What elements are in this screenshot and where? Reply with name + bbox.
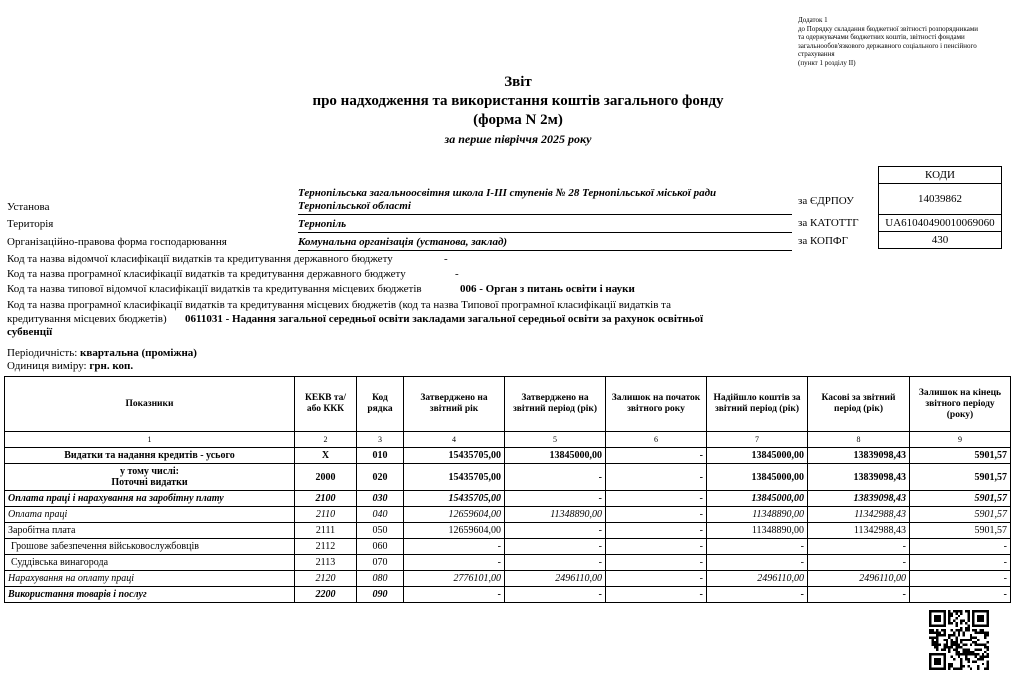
table-cell: 2120	[295, 571, 357, 587]
periodicity-value: квартальна (проміжна)	[80, 347, 197, 359]
table-cell: 13839098,43	[808, 448, 910, 464]
table-cell: Оплата праці і нарахування на заробітну плату	[5, 491, 295, 507]
table-cell: -	[808, 555, 910, 571]
table-cell: 12659604,00	[404, 523, 505, 539]
table-cell: 2112	[295, 539, 357, 555]
table-cell: -	[606, 448, 707, 464]
table-row	[5, 555, 1011, 571]
table-body	[5, 448, 1011, 603]
table-cell: 12659604,00	[404, 507, 505, 523]
territory-label: Територія	[7, 218, 54, 230]
col-number: 1	[5, 432, 295, 448]
periodicity-label: Періодичність:	[7, 347, 78, 359]
form-appendix-note	[798, 16, 1030, 68]
org-form-underline	[298, 250, 792, 251]
table-cell: -	[606, 464, 707, 491]
report-subtitle: про надходження та використання коштів загального фонду	[312, 93, 724, 109]
col-header: Затверджено на звітний рік	[404, 377, 505, 432]
institution-name-line1: Тернопільська загальноосвітня школа І-ІІІ ступенів № 28 Тернопільської міської ради	[298, 187, 717, 199]
table-cell: -	[505, 587, 606, 603]
table-cell: 040	[357, 507, 404, 523]
table-cell: -	[606, 523, 707, 539]
note-line: та одержувачами бюджетних коштів, звітності фондами	[798, 33, 965, 42]
institution-name-line2: Тернопільської області	[298, 200, 411, 212]
table-cell: -	[808, 587, 910, 603]
table-cell: -	[910, 555, 1011, 571]
prog-code-label: Код та назва програмної класифікації видатків та кредитування державного бюджету	[7, 268, 406, 280]
table-cell: 13845000,00	[505, 448, 606, 464]
table-cell: 2200	[295, 587, 357, 603]
table-cell: 11348890,00	[505, 507, 606, 523]
periodicity-row	[7, 347, 197, 360]
local-prog-value-line1: 0611031 - Надання загальної середньої освіти закладами загальної середньої освіти за рахунок освітньої	[185, 313, 704, 325]
table-cell: -	[606, 587, 707, 603]
table-cell: 2100	[295, 491, 357, 507]
table-cell: 13845000,00	[707, 464, 808, 491]
table-cell: 11342988,43	[808, 507, 910, 523]
table-cell: 15435705,00	[404, 448, 505, 464]
table-cell: 13839098,43	[808, 464, 910, 491]
institution-label: Установа	[7, 201, 50, 213]
table-cell: -	[404, 555, 505, 571]
col-number: 2	[295, 432, 357, 448]
kopfg-code: 430	[879, 232, 1002, 249]
dept-code-label: Код та назва відомчої класифікації видатків та кредитування державного бюджету	[7, 253, 393, 265]
table-cell: Нарахування на оплату праці	[5, 571, 295, 587]
unit-label: Одиниця виміру:	[7, 360, 87, 372]
table-cell: 5901,57	[910, 448, 1011, 464]
table-cell: 11348890,00	[707, 507, 808, 523]
table-cell: Видатки та надання кредитів - усього	[5, 448, 295, 464]
table-cell: 5901,57	[910, 464, 1011, 491]
edrpou-code: 14039862	[879, 184, 1002, 215]
kopfg-label: за КОПФГ	[798, 235, 848, 247]
table-cell: 15435705,00	[404, 491, 505, 507]
territory-value: Тернопіль	[298, 218, 347, 230]
table-cell: 2496110,00	[505, 571, 606, 587]
col-header: Надійшло коштів за звітний період (рік)	[707, 377, 808, 432]
table-cell: -	[505, 491, 606, 507]
typ-code-label: Код та назва типової відомчої класифікації видатків та кредитування місцевих бюджетів	[7, 283, 422, 295]
table-row	[5, 539, 1011, 555]
table-cell: 2496110,00	[808, 571, 910, 587]
table-row	[5, 464, 1011, 491]
unit-row	[7, 360, 133, 373]
katottg-code: UA61040490010069060	[879, 215, 1002, 232]
table-cell: 030	[357, 491, 404, 507]
table-cell: 5901,57	[910, 491, 1011, 507]
report-period: за перше півріччя 2025 року	[444, 132, 592, 146]
table-cell: 15435705,00	[404, 464, 505, 491]
table-cell: -	[808, 539, 910, 555]
table-cell: 5901,57	[910, 507, 1011, 523]
table-cell: у тому числі: Поточні видатки	[5, 464, 295, 491]
table-cell: 090	[357, 587, 404, 603]
note-line: (пункт 1 розділу ІІ)	[798, 58, 856, 67]
table-cell: -	[606, 571, 707, 587]
table-cell: X	[295, 448, 357, 464]
territory-underline	[298, 232, 792, 233]
col-header: Залишок на кінець звітного періоду (року)	[910, 377, 1011, 432]
col-header: Показники	[5, 377, 295, 432]
institution-underline	[298, 214, 792, 215]
table-cell: Оплата праці	[5, 507, 295, 523]
table-row	[5, 523, 1011, 539]
table-row	[5, 507, 1011, 523]
col-header: Касові за звітний період (рік)	[808, 377, 910, 432]
local-prog-label-line2: кредитування місцевих бюджетів)	[7, 313, 167, 325]
col-header: КЕКВ та/або ККК	[295, 377, 357, 432]
note-line: страхування	[798, 50, 835, 59]
table-cell: -	[707, 539, 808, 555]
col-number: 4	[404, 432, 505, 448]
col-number: 8	[808, 432, 910, 448]
qr-code-icon	[929, 610, 989, 670]
table-cell: Грошове забезпечення військовослужбовців	[5, 539, 295, 555]
column-number-row	[5, 432, 1011, 448]
codes-table	[878, 166, 1002, 249]
table-cell: 11348890,00	[707, 523, 808, 539]
table-cell: 2776101,00	[404, 571, 505, 587]
col-header: Код рядка	[357, 377, 404, 432]
codes-header: КОДИ	[879, 167, 1002, 184]
col-number: 7	[707, 432, 808, 448]
table-cell: -	[606, 539, 707, 555]
dept-code-value: -	[444, 253, 448, 265]
col-number: 3	[357, 432, 404, 448]
table-cell: 080	[357, 571, 404, 587]
table-cell: 2496110,00	[707, 571, 808, 587]
table-cell: Суддівська винагорода	[5, 555, 295, 571]
report-title: Звіт	[504, 74, 532, 90]
unit-value: грн. коп.	[89, 360, 134, 372]
col-header: Затверджено на звітний період (рік)	[505, 377, 606, 432]
table-row	[5, 571, 1011, 587]
table-cell: -	[910, 571, 1011, 587]
table-cell: 2110	[295, 507, 357, 523]
table-cell: 010	[357, 448, 404, 464]
local-prog-value-line2: субвенції	[7, 326, 53, 338]
table-cell: 13839098,43	[808, 491, 910, 507]
col-number: 5	[505, 432, 606, 448]
table-cell: 11342988,43	[808, 523, 910, 539]
table-cell: 2111	[295, 523, 357, 539]
table-cell: 050	[357, 523, 404, 539]
table-cell: 13845000,00	[707, 491, 808, 507]
table-cell: -	[505, 539, 606, 555]
report-form-number: (форма N 2м)	[473, 112, 563, 128]
table-cell: -	[606, 491, 707, 507]
table-header-row	[5, 377, 1011, 432]
table-row	[5, 448, 1011, 464]
table-cell: 060	[357, 539, 404, 555]
table-cell: 13845000,00	[707, 448, 808, 464]
note-line: Додаток 1	[798, 16, 828, 24]
local-prog-label-line1: Код та назва програмної класифікації видатків та кредитування місцевих бюджетів (код та назва Типової програмної класифікації видатків та	[7, 299, 671, 311]
funds-table	[4, 376, 1011, 603]
table-cell: -	[707, 587, 808, 603]
table-cell: 020	[357, 464, 404, 491]
table-cell: 2000	[295, 464, 357, 491]
col-number: 9	[910, 432, 1011, 448]
table-cell: -	[606, 555, 707, 571]
table-row	[5, 587, 1011, 603]
table-cell: 5901,57	[910, 523, 1011, 539]
table-cell: -	[505, 464, 606, 491]
table-cell: 2113	[295, 555, 357, 571]
table-cell: -	[505, 555, 606, 571]
table-cell: -	[707, 555, 808, 571]
edrpou-label: за ЄДРПОУ	[798, 195, 854, 207]
note-line: загальнообов'язкового державного соціального і пенсійного	[798, 41, 977, 50]
table-cell: 070	[357, 555, 404, 571]
note-line: до Порядку складання бюджетної звітності розпорядниками	[798, 24, 979, 33]
org-form-label: Організаційно-правова форма господарювання	[7, 236, 227, 248]
table-cell: Використання товарів і послуг	[5, 587, 295, 603]
col-header: Залишок на початок звітного року	[606, 377, 707, 432]
col-number: 6	[606, 432, 707, 448]
prog-code-value: -	[455, 268, 459, 280]
org-form-value: Комунальна організація (установа, заклад)	[298, 236, 508, 248]
table-cell: -	[505, 523, 606, 539]
table-cell: -	[606, 507, 707, 523]
table-cell: -	[404, 539, 505, 555]
table-cell: -	[910, 587, 1011, 603]
table-cell: -	[404, 587, 505, 603]
table-row	[5, 491, 1011, 507]
table-cell: -	[910, 539, 1011, 555]
katottg-label: за КАТОТТГ	[798, 217, 859, 229]
typ-code-value: 006 - Орган з питань освіти і науки	[460, 283, 635, 295]
table-cell: Заробітна плата	[5, 523, 295, 539]
